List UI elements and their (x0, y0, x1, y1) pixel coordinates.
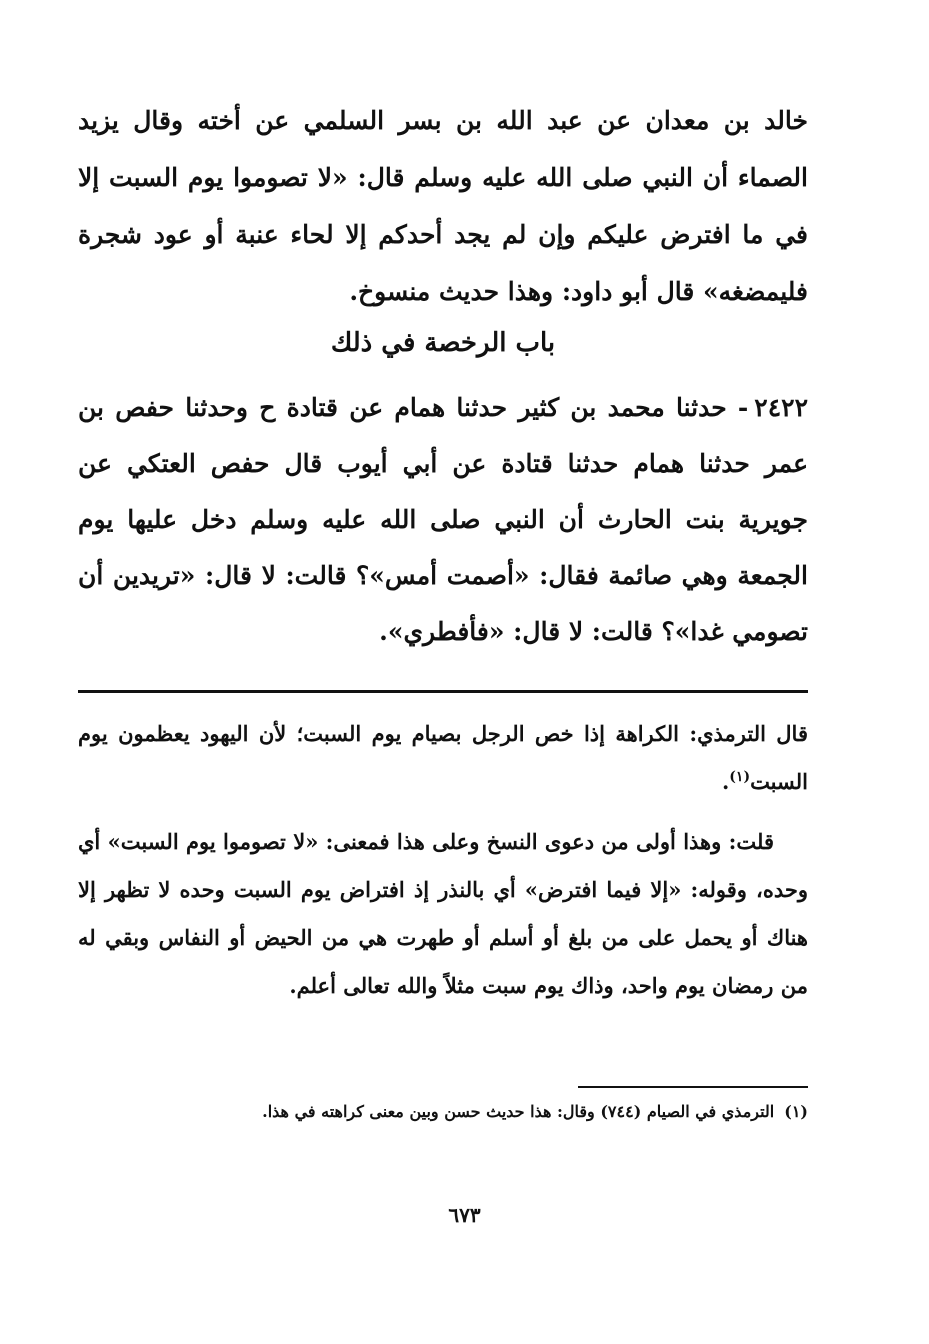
commentary-paragraph-2: قلت: وهذا أولى من دعوى النسخ وعلى هذا فمعنى: «لا تصوموا يوم السبت» أي وحده، وقوله: «إلا فيما افترض» أي بالنذر إذ افتراض يوم السبت وحده لا تظهر إلا هناك أو يحمل على من بلغ أو أسلم أو طهرت هي من الحيض أو النفاس وبقي له من رمضان يوم واحد، وذاك يوم سبت مثلاً والله تعالى أعلم. (78, 829, 808, 998)
commentary-para1-text: قال الترمذي: الكراهة إذا خص الرجل بصيام يوم السبت؛ لأن اليهود يعظمون يوم السبت (78, 721, 808, 794)
page-number: ٦٧٣ (448, 1203, 481, 1227)
hadith-text-block (78, 92, 808, 320)
footnote-paragraph (78, 1098, 808, 1126)
hadith-number: ٢٤٢٢ (754, 393, 808, 422)
footnote-number: (١) (784, 1102, 808, 1121)
footnote-reference: (١) (729, 769, 751, 785)
hadith-2422-text: - حدثنا محمد بن كثير حدثنا همام عن قتادة ح وحدثنا حفص بن عمر حدثنا همام حدثنا قتادة عن أبي أيوب قال حفص العتكي عن جويرية بنت الحارث أن النبي صلى الله عليه وسلم دخل عليها يوم الجمعة وهي صائمة فقال: «أصمت أمس»؟ قالت: لا قال: «تريدين أن تصومي غدا»؟ قالت: لا قال: «فأفطري». (78, 393, 808, 646)
hadith-text: خالد بن معدان عن عبد الله بن بسر السلمي عن أخته وقال يزيد الصماء أن النبي صلى الله عليه وسلم قال: «لا تصوموا يوم السبت إلا في ما افترض عليكم وإن لم يجد أحدكم إلا لحاء عنبة أو عود شجرة فليمضغه» قال أبو داود: وهذا حديث منسوخ. (78, 106, 808, 306)
section-divider (78, 690, 808, 693)
commentary-para1-end: . (721, 769, 730, 794)
footnote-text: الترمذي في الصيام (٧٤٤) وقال: هذا حديث حسن وبين معنى كراهته في هذا. (262, 1102, 775, 1121)
hadith-2422-block (78, 380, 808, 660)
footnote-divider (578, 1086, 808, 1088)
commentary-block (78, 710, 808, 1010)
footnote-block (78, 1098, 808, 1126)
chapter-heading: باب الرخصة في ذلك (330, 328, 556, 358)
commentary-paragraph-1 (78, 710, 808, 806)
hadith-2422-paragraph (78, 380, 808, 660)
